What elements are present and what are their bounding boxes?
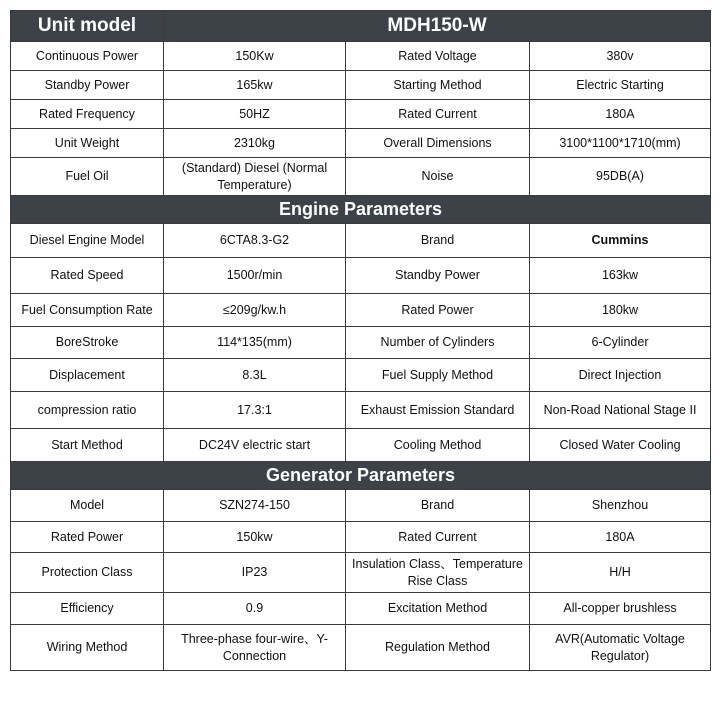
table-row <box>11 224 711 258</box>
table-row <box>11 327 711 359</box>
spec-value: 95DB(A) <box>530 158 711 196</box>
spec-value: 180A <box>530 100 711 129</box>
table-row <box>11 71 711 100</box>
table-row <box>11 158 711 196</box>
spec-label: Unit Weight <box>11 129 164 158</box>
spec-label: Start Method <box>11 429 164 462</box>
spec-value: 0.9 <box>164 593 346 625</box>
spec-value: IP23 <box>164 553 346 593</box>
spec-label: Efficiency <box>11 593 164 625</box>
spec-value: Shenzhou <box>530 490 711 522</box>
unit-model-header-row <box>11 11 711 42</box>
spec-value: 180kw <box>530 294 711 327</box>
spec-label: Model <box>11 490 164 522</box>
table-row <box>11 429 711 462</box>
spec-label: Fuel Supply Method <box>346 359 530 392</box>
spec-value: H/H <box>530 553 711 593</box>
table-row <box>11 392 711 429</box>
table-row <box>11 359 711 392</box>
spec-value: All-copper brushless <box>530 593 711 625</box>
spec-label: Diesel Engine Model <box>11 224 164 258</box>
spec-value: Non-Road National Stage II <box>530 392 711 429</box>
spec-value: SZN274-150 <box>164 490 346 522</box>
table-row <box>11 625 711 671</box>
spec-value: 6-Cylinder <box>530 327 711 359</box>
spec-label: Brand <box>346 490 530 522</box>
spec-label: Brand <box>346 224 530 258</box>
spec-label: Rated Current <box>346 522 530 553</box>
spec-label: Cooling Method <box>346 429 530 462</box>
spec-label: Rated Voltage <box>346 42 530 71</box>
spec-label: Number of Cylinders <box>346 327 530 359</box>
spec-table <box>10 10 711 671</box>
spec-label: BoreStroke <box>11 327 164 359</box>
spec-value: 114*135(mm) <box>164 327 346 359</box>
spec-label: Standby Power <box>11 71 164 100</box>
table-row <box>11 553 711 593</box>
spec-value: AVR(Automatic Voltage Regulator) <box>530 625 711 671</box>
spec-label: Rated Current <box>346 100 530 129</box>
spec-label: Insulation Class、Temperature Rise Class <box>346 553 530 593</box>
spec-table-body <box>11 11 711 671</box>
spec-label: Starting Method <box>346 71 530 100</box>
spec-value: Direct Injection <box>530 359 711 392</box>
spec-value: 1500r/min <box>164 258 346 294</box>
spec-value: Cummins <box>530 224 711 258</box>
spec-value: DC24V electric start <box>164 429 346 462</box>
table-row <box>11 100 711 129</box>
spec-label: Rated Power <box>346 294 530 327</box>
spec-label: Excitation Method <box>346 593 530 625</box>
spec-label: Fuel Oil <box>11 158 164 196</box>
table-row <box>11 490 711 522</box>
spec-label: Wiring Method <box>11 625 164 671</box>
spec-label: Regulation Method <box>346 625 530 671</box>
spec-value: 163kw <box>530 258 711 294</box>
spec-label: Noise <box>346 158 530 196</box>
spec-label: compression ratio <box>11 392 164 429</box>
spec-label: Rated Frequency <box>11 100 164 129</box>
spec-value: Closed Water Cooling <box>530 429 711 462</box>
unit-model-label: Unit model <box>11 11 164 42</box>
spec-value: 150kw <box>164 522 346 553</box>
engine-parameters-section-title: Engine Parameters <box>11 196 711 224</box>
spec-value: 6CTA8.3-G2 <box>164 224 346 258</box>
spec-label: Rated Speed <box>11 258 164 294</box>
table-row <box>11 593 711 625</box>
generator-parameters-section-row <box>11 462 711 490</box>
spec-value: 17.3:1 <box>164 392 346 429</box>
spec-value: 3100*1100*1710(mm) <box>530 129 711 158</box>
table-row <box>11 42 711 71</box>
spec-value: ≤209g/kw.h <box>164 294 346 327</box>
spec-value: Three-phase four-wire、Y-Connection <box>164 625 346 671</box>
unit-model-value: MDH150-W <box>164 11 711 42</box>
spec-label: Exhaust Emission Standard <box>346 392 530 429</box>
spec-value: 380v <box>530 42 711 71</box>
spec-value: 8.3L <box>164 359 346 392</box>
spec-value: (Standard) Diesel (Normal Temperature) <box>164 158 346 196</box>
table-row <box>11 129 711 158</box>
spec-value: 165kw <box>164 71 346 100</box>
spec-label: Continuous Power <box>11 42 164 71</box>
spec-label: Protection Class <box>11 553 164 593</box>
spec-label: Rated Power <box>11 522 164 553</box>
table-row <box>11 258 711 294</box>
spec-label: Displacement <box>11 359 164 392</box>
engine-parameters-section-row <box>11 196 711 224</box>
generator-parameters-section-title: Generator Parameters <box>11 462 711 490</box>
spec-value: Electric Starting <box>530 71 711 100</box>
spec-value: 50HZ <box>164 100 346 129</box>
spec-value: 2310kg <box>164 129 346 158</box>
spec-label: Standby Power <box>346 258 530 294</box>
table-row <box>11 294 711 327</box>
spec-value: 180A <box>530 522 711 553</box>
spec-label: Overall Dimensions <box>346 129 530 158</box>
spec-value: 150Kw <box>164 42 346 71</box>
spec-label: Fuel Consumption Rate <box>11 294 164 327</box>
table-row <box>11 522 711 553</box>
